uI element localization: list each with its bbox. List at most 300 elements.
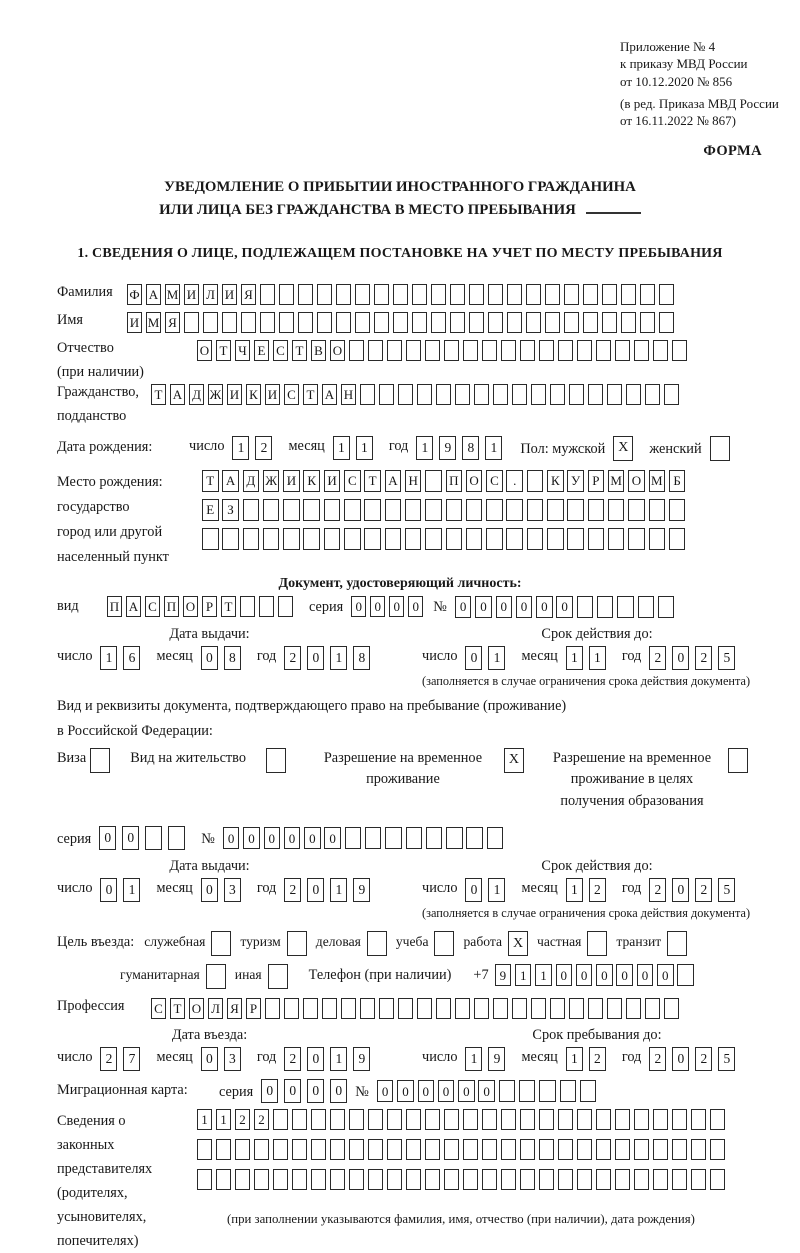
char-cell[interactable]	[197, 1139, 212, 1160]
char-cell[interactable]: 0	[397, 1080, 414, 1102]
char-cell[interactable]	[506, 528, 523, 550]
char-cell[interactable]	[446, 528, 463, 550]
char-cell[interactable]: 0	[99, 826, 116, 850]
char-cell[interactable]: 0	[330, 1079, 347, 1103]
char-cell[interactable]: 1	[330, 878, 347, 902]
char-cell[interactable]	[241, 312, 256, 333]
char-cell[interactable]	[626, 998, 641, 1019]
char-cell[interactable]	[597, 596, 614, 618]
char-cell[interactable]	[596, 1109, 611, 1130]
char-cell[interactable]	[368, 1139, 383, 1160]
char-cell[interactable]	[615, 1109, 630, 1130]
char-cell[interactable]	[463, 340, 478, 361]
char-cell[interactable]	[482, 1139, 497, 1160]
char-cell[interactable]: 1	[330, 1047, 347, 1071]
char-cell[interactable]	[379, 998, 394, 1019]
option-checkbox[interactable]	[211, 931, 231, 956]
char-cell[interactable]	[283, 499, 300, 521]
char-cell[interactable]	[444, 1169, 459, 1190]
char-cell[interactable]: Р	[588, 470, 605, 492]
char-cell[interactable]: 1	[566, 646, 583, 670]
char-cell[interactable]: О	[330, 340, 345, 361]
char-cell[interactable]: И	[265, 384, 280, 405]
char-cell[interactable]	[531, 998, 546, 1019]
char-cell[interactable]	[628, 499, 645, 521]
char-cell[interactable]: 1	[488, 878, 505, 902]
char-cell[interactable]	[602, 284, 617, 305]
char-cell[interactable]: 2	[649, 646, 666, 670]
char-cell[interactable]	[425, 340, 440, 361]
char-cell[interactable]: 0	[637, 964, 654, 986]
char-cell[interactable]: У	[567, 470, 584, 492]
char-cell[interactable]: П	[446, 470, 463, 492]
char-cell[interactable]	[634, 1139, 649, 1160]
char-cell[interactable]: 2	[284, 1047, 301, 1071]
char-cell[interactable]: 1	[589, 646, 606, 670]
char-cell[interactable]	[545, 284, 560, 305]
char-cell[interactable]	[273, 1109, 288, 1130]
char-cell[interactable]	[426, 827, 443, 849]
char-cell[interactable]: Я	[241, 284, 256, 305]
char-cell[interactable]: 0	[672, 878, 689, 902]
char-cell[interactable]	[455, 998, 470, 1019]
char-cell[interactable]: 0	[616, 964, 633, 986]
char-cell[interactable]	[677, 964, 694, 986]
char-cell[interactable]: 1	[197, 1109, 212, 1130]
char-cell[interactable]: Б	[669, 470, 686, 492]
char-cell[interactable]	[577, 340, 592, 361]
char-cell[interactable]	[355, 284, 370, 305]
sex-female-checkbox[interactable]	[710, 436, 730, 461]
char-cell[interactable]	[379, 384, 394, 405]
char-cell[interactable]: 0	[389, 596, 404, 617]
char-cell[interactable]: З	[222, 499, 239, 521]
char-cell[interactable]	[577, 596, 594, 618]
char-cell[interactable]	[710, 1169, 725, 1190]
char-cell[interactable]	[374, 312, 389, 333]
char-cell[interactable]: 0	[264, 827, 281, 849]
char-cell[interactable]	[486, 499, 503, 521]
char-cell[interactable]	[387, 1139, 402, 1160]
char-cell[interactable]	[577, 1109, 592, 1130]
char-cell[interactable]	[349, 340, 364, 361]
char-cell[interactable]: 0	[672, 1047, 689, 1071]
char-cell[interactable]: М	[649, 470, 666, 492]
char-cell[interactable]	[615, 1169, 630, 1190]
char-cell[interactable]	[425, 1109, 440, 1130]
char-cell[interactable]	[596, 1169, 611, 1190]
char-cell[interactable]	[202, 528, 219, 550]
char-cell[interactable]	[273, 1139, 288, 1160]
char-cell[interactable]	[254, 1169, 269, 1190]
char-cell[interactable]: .	[506, 470, 523, 492]
option-checkbox[interactable]	[287, 931, 307, 956]
char-cell[interactable]	[341, 998, 356, 1019]
char-cell[interactable]: 0	[307, 878, 324, 902]
char-cell[interactable]	[349, 1169, 364, 1190]
char-cell[interactable]	[292, 1139, 307, 1160]
char-cell[interactable]	[659, 312, 674, 333]
option-checkbox[interactable]	[367, 931, 387, 956]
char-cell[interactable]: Т	[202, 470, 219, 492]
char-cell[interactable]	[317, 284, 332, 305]
char-cell[interactable]: 2	[589, 1047, 606, 1071]
char-cell[interactable]	[425, 1139, 440, 1160]
char-cell[interactable]	[349, 1109, 364, 1130]
char-cell[interactable]	[463, 1109, 478, 1130]
char-cell[interactable]	[197, 1169, 212, 1190]
char-cell[interactable]: С	[284, 384, 299, 405]
char-cell[interactable]	[659, 284, 674, 305]
char-cell[interactable]	[446, 827, 463, 849]
char-cell[interactable]: 0	[536, 596, 553, 618]
char-cell[interactable]: 2	[284, 646, 301, 670]
char-cell[interactable]: Ч	[235, 340, 250, 361]
char-cell[interactable]: И	[227, 384, 242, 405]
char-cell[interactable]	[649, 499, 666, 521]
char-cell[interactable]	[596, 340, 611, 361]
char-cell[interactable]: 5	[718, 1047, 735, 1071]
char-cell[interactable]	[583, 312, 598, 333]
char-cell[interactable]	[493, 384, 508, 405]
char-cell[interactable]: 8	[224, 646, 241, 670]
char-cell[interactable]	[405, 499, 422, 521]
char-cell[interactable]	[531, 384, 546, 405]
char-cell[interactable]: 0	[657, 964, 674, 986]
char-cell[interactable]	[406, 1169, 421, 1190]
char-cell[interactable]: 3	[224, 878, 241, 902]
char-cell[interactable]	[374, 284, 389, 305]
char-cell[interactable]	[469, 312, 484, 333]
char-cell[interactable]	[303, 499, 320, 521]
char-cell[interactable]	[385, 499, 402, 521]
char-cell[interactable]: 0	[408, 596, 423, 617]
char-cell[interactable]	[486, 528, 503, 550]
char-cell[interactable]	[520, 340, 535, 361]
char-cell[interactable]: 1	[416, 436, 433, 460]
char-cell[interactable]	[243, 528, 260, 550]
char-cell[interactable]	[412, 312, 427, 333]
char-cell[interactable]	[645, 384, 660, 405]
char-cell[interactable]: О	[197, 340, 212, 361]
char-cell[interactable]	[336, 284, 351, 305]
char-cell[interactable]	[608, 528, 625, 550]
char-cell[interactable]	[526, 312, 541, 333]
option-checkbox[interactable]	[434, 931, 454, 956]
char-cell[interactable]: Н	[405, 470, 422, 492]
char-cell[interactable]	[691, 1139, 706, 1160]
char-cell[interactable]	[364, 528, 381, 550]
char-cell[interactable]: 1	[123, 878, 140, 902]
char-cell[interactable]	[469, 284, 484, 305]
char-cell[interactable]: А	[222, 470, 239, 492]
char-cell[interactable]	[583, 284, 598, 305]
char-cell[interactable]: 2	[589, 878, 606, 902]
option-checkbox[interactable]: X	[508, 931, 528, 956]
char-cell[interactable]	[564, 284, 579, 305]
char-cell[interactable]: 0	[556, 596, 573, 618]
char-cell[interactable]: 0	[418, 1080, 435, 1102]
char-cell[interactable]	[243, 499, 260, 521]
char-cell[interactable]	[406, 340, 421, 361]
char-cell[interactable]	[387, 1109, 402, 1130]
char-cell[interactable]: Е	[254, 340, 269, 361]
char-cell[interactable]: Д	[189, 384, 204, 405]
char-cell[interactable]	[512, 384, 527, 405]
char-cell[interactable]	[203, 312, 218, 333]
char-cell[interactable]: 2	[649, 878, 666, 902]
char-cell[interactable]	[501, 1139, 516, 1160]
char-cell[interactable]	[640, 284, 655, 305]
char-cell[interactable]: 2	[235, 1109, 250, 1130]
char-cell[interactable]	[355, 312, 370, 333]
temp-residence-checkbox[interactable]: X	[504, 748, 524, 773]
char-cell[interactable]: 2	[100, 1047, 117, 1071]
char-cell[interactable]	[324, 499, 341, 521]
char-cell[interactable]: Р	[246, 998, 261, 1019]
char-cell[interactable]	[466, 499, 483, 521]
char-cell[interactable]: Я	[165, 312, 180, 333]
char-cell[interactable]	[617, 596, 634, 618]
char-cell[interactable]	[710, 1139, 725, 1160]
char-cell[interactable]	[539, 1139, 554, 1160]
char-cell[interactable]: 0	[458, 1080, 475, 1102]
char-cell[interactable]	[446, 499, 463, 521]
char-cell[interactable]	[567, 528, 584, 550]
char-cell[interactable]	[672, 340, 687, 361]
char-cell[interactable]: Ж	[208, 384, 223, 405]
char-cell[interactable]: 0	[455, 596, 472, 618]
char-cell[interactable]	[311, 1109, 326, 1130]
char-cell[interactable]	[569, 384, 584, 405]
temp-residence-edu-checkbox[interactable]	[728, 748, 748, 773]
char-cell[interactable]: 0	[307, 646, 324, 670]
char-cell[interactable]: К	[547, 470, 564, 492]
char-cell[interactable]	[385, 528, 402, 550]
char-cell[interactable]	[222, 528, 239, 550]
char-cell[interactable]: Т	[216, 340, 231, 361]
char-cell[interactable]	[519, 1080, 536, 1102]
char-cell[interactable]: А	[385, 470, 402, 492]
char-cell[interactable]	[558, 1139, 573, 1160]
char-cell[interactable]	[425, 470, 442, 492]
char-cell[interactable]	[444, 340, 459, 361]
char-cell[interactable]: Р	[202, 596, 217, 617]
char-cell[interactable]	[387, 1169, 402, 1190]
char-cell[interactable]: 1	[566, 878, 583, 902]
char-cell[interactable]	[558, 1109, 573, 1130]
char-cell[interactable]: 1	[100, 646, 117, 670]
char-cell[interactable]	[520, 1139, 535, 1160]
char-cell[interactable]: 1	[333, 436, 350, 460]
char-cell[interactable]	[607, 384, 622, 405]
char-cell[interactable]: О	[628, 470, 645, 492]
char-cell[interactable]	[398, 384, 413, 405]
char-cell[interactable]: С	[486, 470, 503, 492]
residence-permit-checkbox[interactable]	[266, 748, 286, 773]
char-cell[interactable]	[368, 1109, 383, 1130]
char-cell[interactable]	[615, 1139, 630, 1160]
char-cell[interactable]	[311, 1169, 326, 1190]
char-cell[interactable]: М	[608, 470, 625, 492]
char-cell[interactable]	[669, 528, 686, 550]
char-cell[interactable]	[653, 1139, 668, 1160]
char-cell[interactable]: 2	[284, 878, 301, 902]
char-cell[interactable]	[653, 340, 668, 361]
char-cell[interactable]	[493, 998, 508, 1019]
char-cell[interactable]	[577, 1169, 592, 1190]
char-cell[interactable]	[672, 1109, 687, 1130]
char-cell[interactable]: А	[170, 384, 185, 405]
char-cell[interactable]	[634, 340, 649, 361]
char-cell[interactable]	[240, 596, 255, 617]
char-cell[interactable]	[431, 284, 446, 305]
char-cell[interactable]	[222, 312, 237, 333]
char-cell[interactable]	[487, 827, 504, 849]
char-cell[interactable]	[455, 384, 470, 405]
char-cell[interactable]	[425, 528, 442, 550]
char-cell[interactable]: Н	[341, 384, 356, 405]
char-cell[interactable]	[317, 312, 332, 333]
char-cell[interactable]: Ф	[127, 284, 142, 305]
char-cell[interactable]: Л	[203, 284, 218, 305]
char-cell[interactable]	[664, 384, 679, 405]
char-cell[interactable]	[615, 340, 630, 361]
char-cell[interactable]	[588, 384, 603, 405]
char-cell[interactable]: 0	[465, 646, 482, 670]
char-cell[interactable]: И	[127, 312, 142, 333]
char-cell[interactable]	[596, 1139, 611, 1160]
char-cell[interactable]	[539, 1109, 554, 1130]
char-cell[interactable]	[638, 596, 655, 618]
char-cell[interactable]	[406, 827, 423, 849]
char-cell[interactable]: 1	[566, 1047, 583, 1071]
char-cell[interactable]	[564, 312, 579, 333]
char-cell[interactable]: Т	[303, 384, 318, 405]
char-cell[interactable]	[254, 1139, 269, 1160]
char-cell[interactable]: 0	[465, 878, 482, 902]
char-cell[interactable]	[482, 340, 497, 361]
char-cell[interactable]	[330, 1169, 345, 1190]
char-cell[interactable]	[360, 384, 375, 405]
char-cell[interactable]	[507, 284, 522, 305]
char-cell[interactable]: 0	[576, 964, 593, 986]
char-cell[interactable]: Т	[364, 470, 381, 492]
char-cell[interactable]: 5	[718, 878, 735, 902]
char-cell[interactable]	[184, 312, 199, 333]
char-cell[interactable]	[526, 284, 541, 305]
char-cell[interactable]	[431, 312, 446, 333]
char-cell[interactable]	[298, 284, 313, 305]
char-cell[interactable]: 2	[695, 878, 712, 902]
char-cell[interactable]: 1	[232, 436, 249, 460]
char-cell[interactable]	[417, 998, 432, 1019]
char-cell[interactable]	[558, 1169, 573, 1190]
char-cell[interactable]: 0	[351, 596, 366, 617]
char-cell[interactable]: 0	[516, 596, 533, 618]
char-cell[interactable]	[569, 998, 584, 1019]
char-cell[interactable]	[387, 340, 402, 361]
char-cell[interactable]	[279, 284, 294, 305]
char-cell[interactable]	[303, 528, 320, 550]
char-cell[interactable]: 0	[100, 878, 117, 902]
char-cell[interactable]	[330, 1109, 345, 1130]
char-cell[interactable]: 0	[284, 1079, 301, 1103]
char-cell[interactable]	[672, 1169, 687, 1190]
option-checkbox[interactable]	[667, 931, 687, 956]
char-cell[interactable]	[235, 1169, 250, 1190]
char-cell[interactable]: И	[283, 470, 300, 492]
char-cell[interactable]	[393, 312, 408, 333]
char-cell[interactable]	[466, 827, 483, 849]
char-cell[interactable]	[303, 998, 318, 1019]
char-cell[interactable]: Д	[243, 470, 260, 492]
char-cell[interactable]	[501, 1109, 516, 1130]
char-cell[interactable]: 0	[377, 1080, 394, 1102]
char-cell[interactable]	[298, 312, 313, 333]
char-cell[interactable]	[474, 998, 489, 1019]
char-cell[interactable]	[645, 998, 660, 1019]
visa-checkbox[interactable]	[90, 748, 110, 773]
char-cell[interactable]: 0	[201, 646, 218, 670]
char-cell[interactable]: 1	[216, 1109, 231, 1130]
char-cell[interactable]	[691, 1169, 706, 1190]
char-cell[interactable]: А	[322, 384, 337, 405]
char-cell[interactable]: С	[151, 998, 166, 1019]
char-cell[interactable]	[621, 312, 636, 333]
char-cell[interactable]: 0	[370, 596, 385, 617]
sex-male-checkbox[interactable]: X	[613, 436, 633, 461]
char-cell[interactable]: П	[107, 596, 122, 617]
char-cell[interactable]	[336, 312, 351, 333]
char-cell[interactable]	[283, 528, 300, 550]
char-cell[interactable]: Ж	[263, 470, 280, 492]
char-cell[interactable]: М	[146, 312, 161, 333]
char-cell[interactable]: 0	[307, 1079, 324, 1103]
char-cell[interactable]: Т	[292, 340, 307, 361]
char-cell[interactable]: Е	[202, 499, 219, 521]
char-cell[interactable]: 9	[439, 436, 456, 460]
char-cell[interactable]: Т	[221, 596, 236, 617]
char-cell[interactable]	[545, 312, 560, 333]
char-cell[interactable]: И	[324, 470, 341, 492]
char-cell[interactable]	[520, 1169, 535, 1190]
char-cell[interactable]: Т	[170, 998, 185, 1019]
char-cell[interactable]	[501, 1169, 516, 1190]
char-cell[interactable]	[607, 998, 622, 1019]
char-cell[interactable]: 1	[465, 1047, 482, 1071]
char-cell[interactable]	[406, 1109, 421, 1130]
char-cell[interactable]: А	[146, 284, 161, 305]
char-cell[interactable]: О	[189, 998, 204, 1019]
char-cell[interactable]: С	[273, 340, 288, 361]
char-cell[interactable]	[344, 499, 361, 521]
char-cell[interactable]: 1	[356, 436, 373, 460]
char-cell[interactable]	[235, 1139, 250, 1160]
char-cell[interactable]	[345, 827, 362, 849]
char-cell[interactable]: 0	[324, 827, 341, 849]
char-cell[interactable]: 1	[485, 436, 502, 460]
char-cell[interactable]	[588, 998, 603, 1019]
char-cell[interactable]: 9	[353, 878, 370, 902]
char-cell[interactable]	[444, 1109, 459, 1130]
char-cell[interactable]	[653, 1109, 668, 1130]
char-cell[interactable]	[436, 384, 451, 405]
char-cell[interactable]	[463, 1169, 478, 1190]
char-cell[interactable]	[425, 499, 442, 521]
char-cell[interactable]: 5	[718, 646, 735, 670]
char-cell[interactable]	[444, 1139, 459, 1160]
